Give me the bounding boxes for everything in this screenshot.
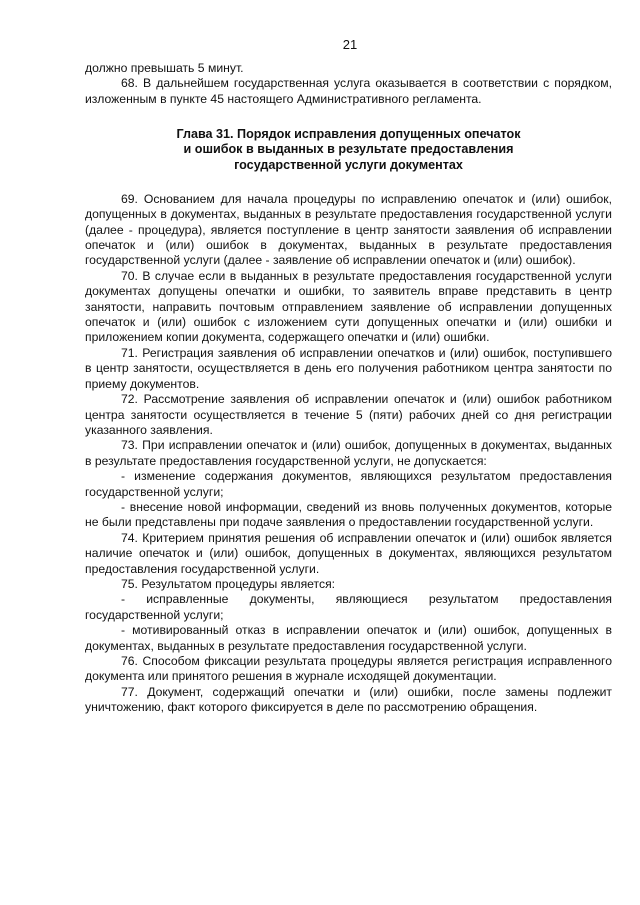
paragraph-72: 72. Рассмотрение заявления об исправлении опечаток и (или) ошибок работником центра занятости осуществляется в течение 5 (пяти) рабочих дней со дня регистрации указанного заявления. [85, 392, 612, 437]
paragraph-76: 76. Способом фиксации результата процедуры является регистрация исправленного документа или принятого решения в журнале исходящей документации. [85, 654, 612, 684]
heading-line: государственной услуги документах [234, 157, 463, 172]
heading-line: Глава 31. Порядок исправления допущенных опечаток [176, 127, 521, 142]
list-item-73-2: - внесение новой информации, сведений из вновь полученных документов, которые не были представлены при подаче заявления о предоставлении государственной услуги. [85, 499, 612, 530]
chapter-heading [85, 127, 612, 173]
page-number: 21 [342, 37, 358, 52]
paragraph-75: 75. Результатом процедуры является: [121, 576, 336, 591]
paragraph-74: 74. Критерием принятия решения об исправлении опечаток и (или) ошибок является наличие опечаток и (или) ошибок, допущенных в документах, являющихся результатом предоставления государственной услуги. [85, 530, 612, 576]
list-item-73-1: - изменение содержания документов, являющихся результатом предоставления государственной услуги; [85, 469, 612, 499]
paragraph-continuation: должно превышать 5 минут. [85, 61, 244, 75]
paragraph-70: 70. В случае если в выданных в результате предоставления государственной услуги документах допущены опечатки и ошибки, то заявитель вправе представить в центр занятости, направить почтовым отправлением заявление об исправлении допущенных опечаток и (или) ошибок с изложением сути допущенных опечатки и (или) ошибки и приложением копии документа, содержащего опечатки и (или) ошибки. [85, 268, 612, 345]
document-body [85, 61, 612, 716]
paragraph-69: 69. Основанием для начала процедуры по исправлению опечаток и (или) ошибок, допущенных в документах, выданных в результате предоставления государственной услуги (далее - процедура), является поступление в центр занятости заявления об исправлении опечаток и (или) ошибок в документах, выданных в результате предоставления государственной услуги (далее - заявление об исправлении опечаток и (или) ошибок). [85, 191, 612, 268]
paragraph-73: 73. При исправлении опечаток и (или) ошибок, допущенных в документах, выданных в результате предоставления государственной услуги, не допускается: [85, 438, 612, 468]
paragraph-77: 77. Документ, содержащий опечатки и (или) ошибки, после замены подлежит уничтожению, факт которого фиксируется в деле по рассмотрению обращения. [85, 684, 612, 715]
list-item-75-1: - исправленные документы, являющиеся результатом предоставления государственной услуги; [85, 592, 612, 622]
paragraph-71: 71. Регистрация заявления об исправлении опечатков и (или) ошибок, поступившего в центр занятости, осуществляется в день его получения работником центра занятости по приему документов. [85, 345, 612, 391]
paragraph-68: 68. В дальнейшем государственная услуга оказывается в соответствии с порядком, изложенным в пункте 45 настоящего Административного регламента. [85, 76, 612, 106]
list-item-75-2: - мотивированный отказ в исправлении опечаток и (или) ошибок, допущенных в документах, выданных в результате предоставления государственной услуги. [85, 623, 612, 653]
heading-line: и ошибок в выданных в результате предоставления [183, 142, 514, 157]
